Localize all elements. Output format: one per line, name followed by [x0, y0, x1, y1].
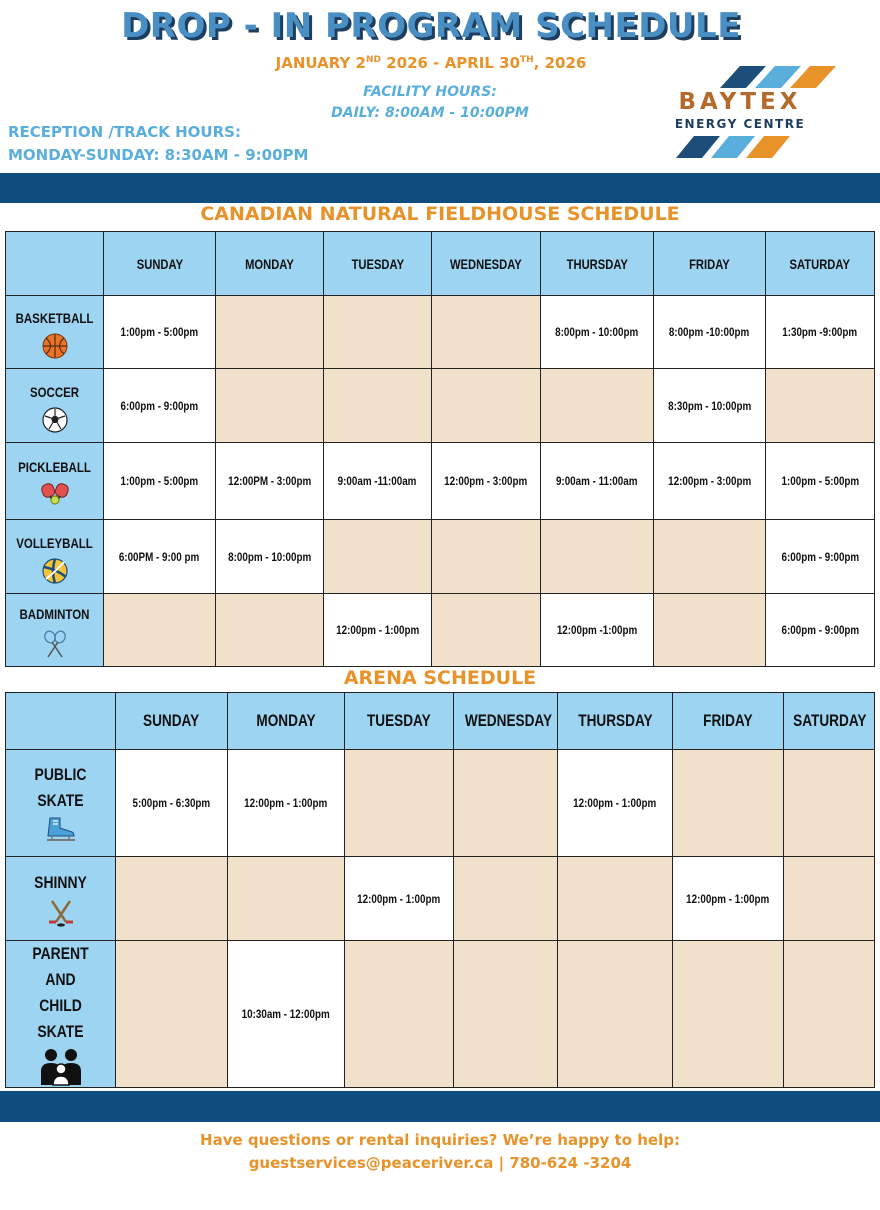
row-label: SOCCER — [6, 369, 104, 443]
table-row-shinny — [6, 857, 875, 941]
schedule-cell: 1:30pm -9:00pm — [766, 296, 875, 369]
empty-cell — [558, 941, 673, 1088]
empty-cell — [228, 857, 345, 941]
schedule-cell: 8:30pm - 10:00pm — [654, 369, 766, 443]
footer-contact: guestservices@peaceriver.ca | 780-624 -3204 — [248, 1154, 632, 1172]
empty-cell — [345, 941, 454, 1088]
schedule-cell: 8:00pm -10:00pm — [654, 296, 766, 369]
table-row-soccer — [6, 369, 875, 443]
schedule-cell: 8:00pm - 10:00pm — [541, 296, 654, 369]
empty-cell — [673, 750, 784, 857]
empty-cell — [345, 750, 454, 857]
schedule-cell: 6:00pm - 9:00pm — [766, 520, 875, 594]
schedule-cell: 12:00pm - 3:00pm — [654, 443, 766, 520]
empty-cell — [766, 369, 875, 443]
schedule-cell: 6:00PM - 9:00 pm — [104, 520, 216, 594]
day-header: TUESDAY — [324, 232, 432, 296]
schedule-cell: 9:00am - 11:00am — [541, 443, 654, 520]
empty-cell — [558, 857, 673, 941]
schedule-cell: 12:00pm - 1:00pm — [345, 857, 454, 941]
reception-hours-label: RECEPTION /TRACK HOURS: — [8, 123, 241, 141]
empty-cell — [216, 369, 324, 443]
empty-cell — [654, 520, 766, 594]
empty-cell — [784, 857, 875, 941]
logo-title: BAYTEX — [678, 89, 802, 115]
day-header: SUNDAY — [104, 232, 216, 296]
empty-cell — [432, 594, 541, 667]
empty-cell — [116, 857, 228, 941]
row-label: PICKLEBALL — [6, 443, 104, 520]
facility-hours-label: FACILITY HOURS: — [363, 84, 497, 100]
day-header: MONDAY — [228, 693, 345, 750]
row-label: BADMINTON — [6, 594, 104, 667]
page-title: DROP - IN PROGRAM SCHEDULE — [121, 6, 741, 46]
empty-cell — [432, 520, 541, 594]
day-header: SATURDAY — [784, 693, 875, 750]
empty-cell — [324, 520, 432, 594]
day-header: FRIDAY — [654, 232, 766, 296]
empty-cell — [116, 941, 228, 1088]
hockey-sticks-icon — [46, 898, 76, 928]
day-header: MONDAY — [216, 232, 324, 296]
row-label: SHINNY — [6, 857, 116, 941]
schedule-cell: 6:00pm - 9:00pm — [104, 369, 216, 443]
empty-cell — [654, 594, 766, 667]
day-header: FRIDAY — [673, 693, 784, 750]
empty-cell — [432, 369, 541, 443]
empty-cell — [541, 520, 654, 594]
table-row-parent-child-skate — [6, 941, 875, 1088]
day-header: SUNDAY — [116, 693, 228, 750]
top-band — [0, 173, 880, 203]
schedule-cell: 12:00pm - 1:00pm — [228, 750, 345, 857]
volleyball-icon — [42, 558, 68, 584]
empty-cell — [104, 594, 216, 667]
empty-cell — [216, 296, 324, 369]
day-header: THURSDAY — [541, 232, 654, 296]
row-label: BASKETBALL — [6, 296, 104, 369]
row-label: VOLLEYBALL — [6, 520, 104, 594]
empty-cell — [541, 369, 654, 443]
schedule-cell: 10:30am - 12:00pm — [228, 941, 345, 1088]
schedule-cell: 12:00pm - 3:00pm — [432, 443, 541, 520]
bottom-band — [0, 1091, 880, 1122]
basketball-icon — [42, 333, 68, 359]
pickleball-paddles-icon — [40, 482, 70, 508]
schedule-cell: 5:00pm - 6:30pm — [116, 750, 228, 857]
table-row-badminton — [6, 594, 875, 667]
logo-subtitle: ENERGY CENTRE — [674, 117, 806, 131]
day-header: WEDNESDAY — [432, 232, 541, 296]
corner-cell — [6, 693, 116, 750]
arena-title: ARENA SCHEDULE — [343, 667, 537, 689]
badminton-racquets-icon — [40, 629, 70, 659]
arena-table — [5, 692, 875, 1088]
empty-cell — [216, 594, 324, 667]
empty-cell — [432, 296, 541, 369]
schedule-cell: 12:00pm - 1:00pm — [324, 594, 432, 667]
day-header: SATURDAY — [766, 232, 875, 296]
day-header: WEDNESDAY — [454, 693, 558, 750]
fieldhouse-table — [5, 231, 875, 667]
arena-header-row — [6, 693, 875, 750]
schedule-cell: 9:00am -11:00am — [324, 443, 432, 520]
reception-hours-value: MONDAY-SUNDAY: 8:30AM - 9:00PM — [8, 146, 309, 164]
empty-cell — [454, 941, 558, 1088]
table-row-public-skate — [6, 750, 875, 857]
fieldhouse-title: CANADIAN NATURAL FIELDHOUSE SCHEDULE — [200, 203, 680, 225]
row-label: PUBLIC SKATE — [6, 750, 116, 857]
soccer-ball-icon — [42, 407, 68, 433]
empty-cell — [454, 750, 558, 857]
ice-skate-icon — [44, 816, 78, 844]
schedule-cell: 1:00pm - 5:00pm — [766, 443, 875, 520]
baytex-logo — [640, 62, 840, 162]
schedule-cell: 12:00pm -1:00pm — [541, 594, 654, 667]
table-row-pickleball — [6, 443, 875, 520]
schedule-cell: 6:00pm - 9:00pm — [766, 594, 875, 667]
empty-cell — [784, 941, 875, 1088]
table-row-volleyball — [6, 520, 875, 594]
date-range: JANUARY 2ND 2026 - APRIL 30TH, 2026 — [275, 54, 587, 72]
empty-cell — [784, 750, 875, 857]
footer-question: Have questions or rental inquiries? We’re happy to help: — [200, 1131, 680, 1149]
empty-cell — [324, 369, 432, 443]
schedule-cell: 8:00pm - 10:00pm — [216, 520, 324, 594]
day-header: THURSDAY — [558, 693, 673, 750]
fieldhouse-header-row — [6, 232, 875, 296]
empty-cell — [673, 941, 784, 1088]
facility-hours-value: DAILY: 8:00AM - 10:00PM — [331, 105, 529, 121]
row-label: PARENT AND CHILD SKATE — [6, 941, 116, 1088]
schedule-cell: 12:00pm - 1:00pm — [673, 857, 784, 941]
schedule-cell: 12:00pm - 1:00pm — [558, 750, 673, 857]
table-row-basketball — [6, 296, 875, 369]
schedule-cell: 12:00PM - 3:00pm — [216, 443, 324, 520]
day-header: TUESDAY — [345, 693, 454, 750]
schedule-cell: 1:00pm - 5:00pm — [104, 296, 216, 369]
corner-cell — [6, 232, 104, 296]
empty-cell — [324, 296, 432, 369]
schedule-cell: 1:00pm - 5:00pm — [104, 443, 216, 520]
empty-cell — [454, 857, 558, 941]
parent-child-icon — [38, 1047, 84, 1087]
